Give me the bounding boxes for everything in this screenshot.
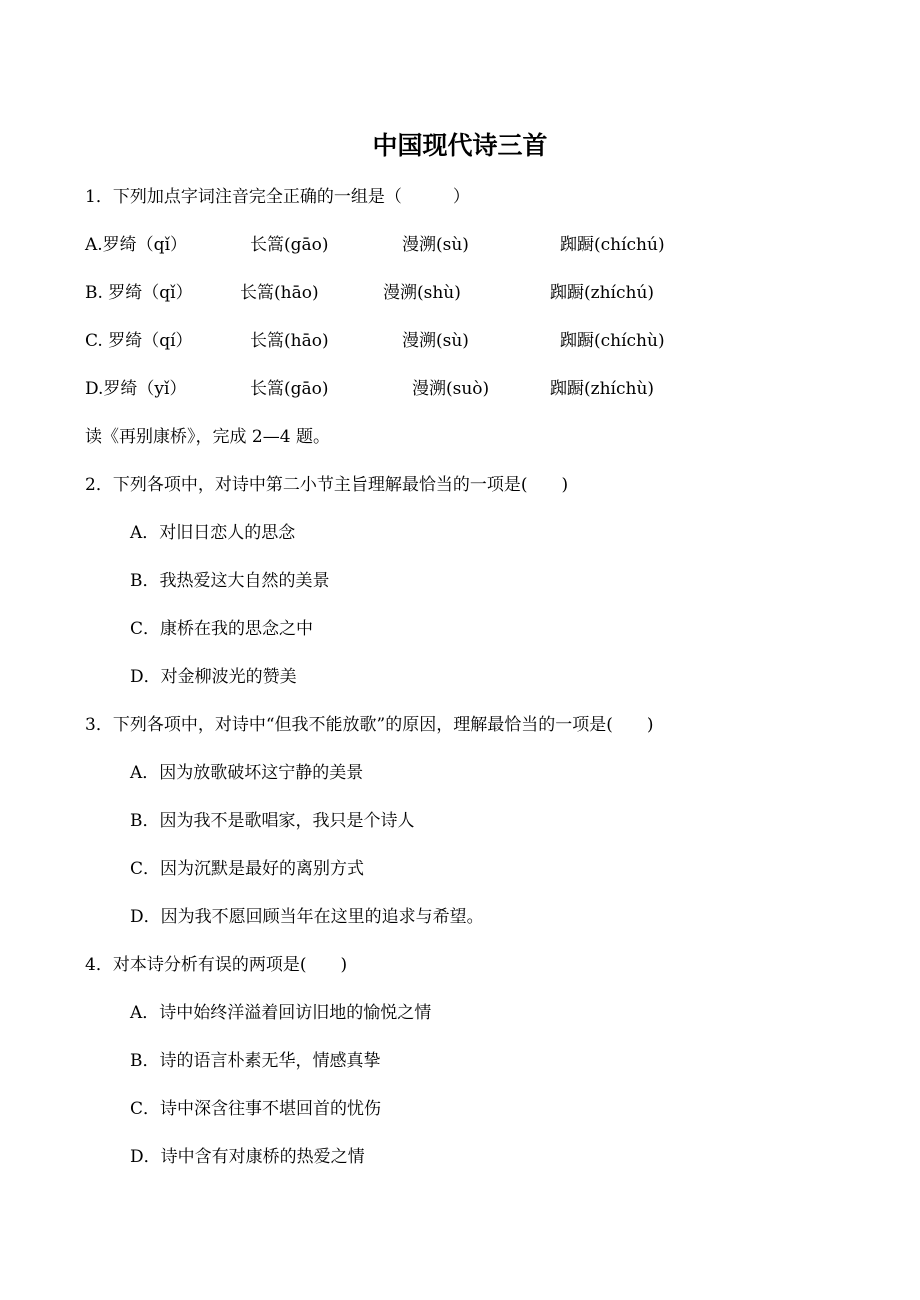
row-d-col-1: D.罗绮（yǐ） [85,379,187,399]
question-4-option-a: A．诗中始终洋溢着回访旧地的愉悦之情 [130,1003,432,1023]
question-3-option-c: C．因为沉默是最好的离别方式 [130,859,365,879]
question-3-option-b: B．因为我不是歌唱家，我只是个诗人 [130,811,415,831]
row-a-col-1: A.罗绮（qǐ） [85,235,187,255]
row-d-col-2: 长篙(gāo) [250,379,329,399]
question-2-stem: 2．下列各项中，对诗中第二小节主旨理解最恰当的一项是( ) [85,475,569,495]
page-title: 中国现代诗三首 [372,131,548,160]
row-a-col-4: 踟蹰(chíchú) [560,235,665,255]
question-4-option-b: B．诗的语言朴素无华，情感真挚 [130,1051,381,1071]
row-b-col-2: 长篙(hāo) [240,283,319,303]
question-4-option-c: C．诗中深含往事不堪回首的忧伤 [130,1099,382,1119]
question-2-option-b: B．我热爱这大自然的美景 [130,571,330,591]
row-b-col-4: 踟蹰(zhíchú) [550,283,655,303]
question-3-option-a: A．因为放歌破坏这宁静的美景 [130,763,364,783]
question-1-stem: 1．下列加点字词注音完全正确的一组是（ ） [85,187,470,207]
row-a-col-2: 长篙(gāo) [250,235,329,255]
row-c-col-3: 漫溯(sù) [402,331,469,351]
row-a-col-3: 漫溯(sù) [402,235,469,255]
row-c-col-1: C. 罗绮（qí） [85,331,193,351]
row-d-col-3: 漫溯(suò) [412,379,490,399]
row-b-col-1: B. 罗绮（qǐ） [85,283,193,303]
question-2-option-a: A．对旧日恋人的思念 [130,523,296,543]
question-2-option-d: D．对金柳波光的赞美 [130,667,297,687]
question-3-option-d: D．因为我不愿回顾当年在这里的追求与希望。 [130,907,484,927]
question-4-option-d: D．诗中含有对康桥的热爱之情 [130,1147,365,1167]
row-c-col-2: 长篙(hāo) [250,331,329,351]
question-2-option-c: C．康桥在我的思念之中 [130,619,314,639]
row-c-col-4: 踟蹰(chíchù) [560,331,665,351]
row-b-col-3: 漫溯(shù) [383,283,461,303]
reading-intro: 读《再别康桥》，完成 2—4 题。 [85,427,330,447]
question-3-stem: 3．下列各项中，对诗中“但我不能放歌”的原因，理解最恰当的一项是( ) [85,715,654,735]
question-4-stem: 4．对本诗分析有误的两项是( ) [85,955,348,975]
row-d-col-4: 踟蹰(zhíchù) [550,379,655,399]
